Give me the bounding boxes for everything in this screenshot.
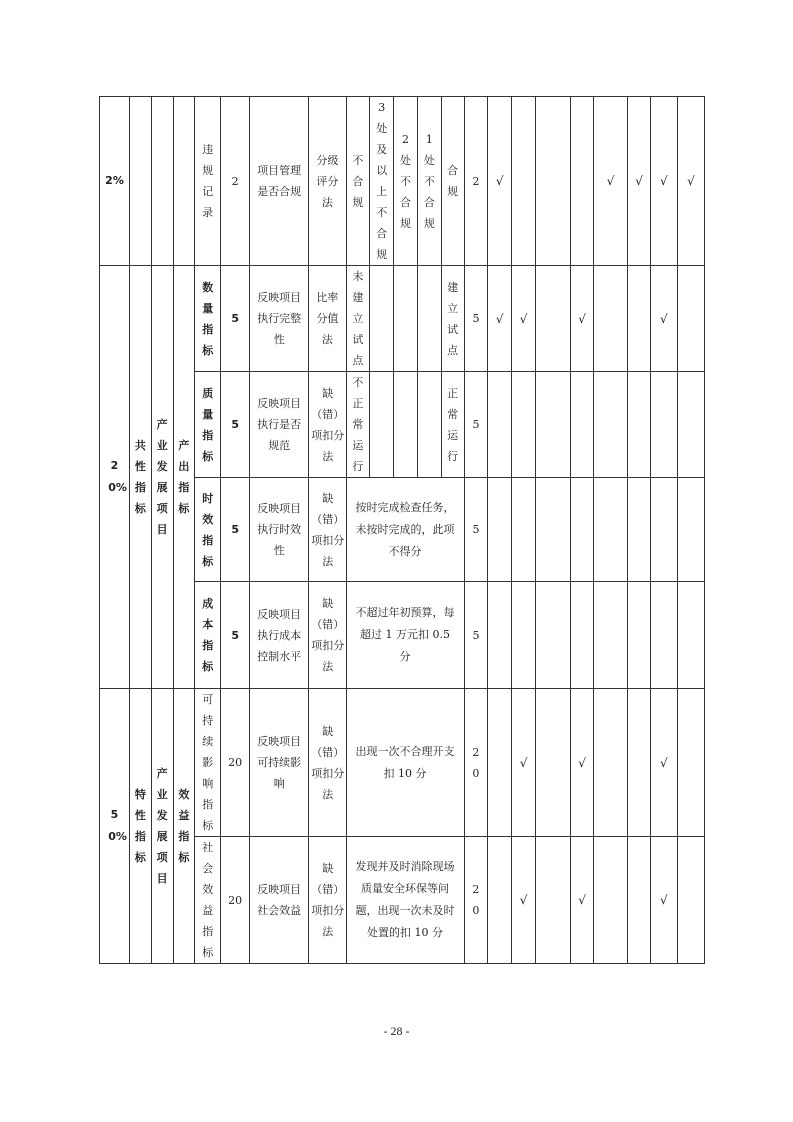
mark-cell [628, 266, 651, 372]
category-cell: 特性指标 [130, 689, 152, 964]
table-row [100, 97, 705, 266]
actual-score-cell: 5 [464, 372, 488, 478]
grade-cell: 未建立试点 [346, 266, 370, 372]
indicator-cell: 数量指标 [195, 266, 221, 372]
page-number: - 28 - [383, 1024, 410, 1038]
grade-cell [370, 266, 394, 372]
grade-cell [370, 372, 394, 478]
description-cell: 反映项目执行是否规范 [250, 372, 309, 478]
project-cell: 产业发展项目 [151, 266, 173, 689]
mark-cell [628, 689, 651, 837]
mark-cell [677, 266, 704, 372]
mark-cell [677, 478, 704, 582]
grade-cell [417, 266, 441, 372]
actual-score-cell: 5 [464, 582, 488, 689]
mark-cell: √ [571, 266, 594, 372]
table-row [100, 689, 705, 837]
mark-cell [593, 478, 627, 582]
mark-cell [593, 689, 627, 837]
method-cell: 缺（错）项扣分法 [309, 582, 346, 689]
weight-cell: 50% [100, 689, 130, 964]
grade-cell: 建立试点 [441, 266, 464, 372]
level-cell [173, 97, 195, 266]
method-cell: 缺（错）项扣分法 [309, 478, 346, 582]
grade-cell: 不合规 [346, 97, 370, 266]
score-cell: 20 [221, 837, 250, 964]
mark-cell [488, 582, 512, 689]
mark-cell [677, 372, 704, 478]
category-cell [130, 97, 152, 266]
mark-cell [488, 837, 512, 964]
actual-score-cell: 2 [464, 97, 488, 266]
score-cell: 5 [221, 266, 250, 372]
mark-cell [512, 97, 536, 266]
mark-cell [677, 582, 704, 689]
weight-cell: 20% [100, 266, 130, 689]
mark-cell [571, 372, 594, 478]
description-cell: 反映项目执行完整性 [250, 266, 309, 372]
method-cell: 缺（错）项扣分法 [309, 372, 346, 478]
mark-cell [571, 478, 594, 582]
mark-cell [650, 582, 677, 689]
mark-cell: √ [650, 266, 677, 372]
rule-cell: 发现并及时消除现场质量安全环保等问题，出现一次未及时处置的扣 10 分 [346, 837, 464, 964]
weight-cell: 2% [100, 97, 130, 266]
actual-score-cell: 5 [464, 478, 488, 582]
actual-score-cell: 20 [464, 689, 488, 837]
indicator-cell: 可持续影响指标 [195, 689, 221, 837]
table-row [100, 266, 705, 372]
mark-cell [535, 478, 570, 582]
mark-cell: √ [512, 266, 536, 372]
mark-cell [535, 372, 570, 478]
mark-cell: √ [512, 689, 536, 837]
indicator-cell: 质量指标 [195, 372, 221, 478]
mark-cell [512, 478, 536, 582]
mark-cell [593, 582, 627, 689]
mark-cell [628, 837, 651, 964]
evaluation-table [99, 96, 705, 964]
mark-cell [488, 689, 512, 837]
score-cell: 20 [221, 689, 250, 837]
mark-cell [488, 372, 512, 478]
mark-cell [535, 837, 570, 964]
mark-cell: √ [628, 97, 651, 266]
indicator-cell: 成本指标 [195, 582, 221, 689]
method-cell: 缺（错）项扣分法 [309, 689, 346, 837]
description-cell: 反映项目可持续影响 [250, 689, 309, 837]
mark-cell [512, 372, 536, 478]
description-cell: 项目管理是否合规 [250, 97, 309, 266]
method-cell: 比率分值法 [309, 266, 346, 372]
mark-cell [628, 582, 651, 689]
description-cell: 反映项目执行时效性 [250, 478, 309, 582]
grade-cell: 3处及以上不合规 [370, 97, 394, 266]
score-cell: 5 [221, 478, 250, 582]
description-cell: 反映项目社会效益 [250, 837, 309, 964]
mark-cell [512, 582, 536, 689]
mark-cell: √ [571, 689, 594, 837]
grade-cell: 合规 [441, 97, 464, 266]
mark-cell: √ [677, 97, 704, 266]
category-cell: 共性指标 [130, 266, 152, 689]
indicator-cell: 时效指标 [195, 478, 221, 582]
mark-cell [488, 478, 512, 582]
mark-cell [593, 372, 627, 478]
mark-cell [571, 97, 594, 266]
description-cell: 反映项目执行成本控制水平 [250, 582, 309, 689]
mark-cell [593, 837, 627, 964]
mark-cell: √ [650, 97, 677, 266]
rule-cell: 不超过年初预算，每超过 1 万元扣 0.5 分 [346, 582, 464, 689]
level-cell: 产出指标 [173, 266, 195, 689]
mark-cell [677, 837, 704, 964]
mark-cell [571, 582, 594, 689]
mark-cell: √ [512, 837, 536, 964]
mark-cell: √ [650, 689, 677, 837]
actual-score-cell: 5 [464, 266, 488, 372]
rule-cell: 出现一次不合理开支扣 10 分 [346, 689, 464, 837]
mark-cell [535, 97, 570, 266]
mark-cell: √ [650, 837, 677, 964]
score-cell: 2 [221, 97, 250, 266]
grade-cell [417, 372, 441, 478]
rule-cell: 按时完成检查任务，未按时完成的，此项不得分 [346, 478, 464, 582]
score-cell: 5 [221, 582, 250, 689]
mark-cell [535, 689, 570, 837]
grade-cell [394, 266, 418, 372]
mark-cell [535, 266, 570, 372]
mark-cell: √ [593, 97, 627, 266]
mark-cell [628, 372, 651, 478]
indicator-cell: 社会效益指标 [195, 837, 221, 964]
method-cell: 缺（错）项扣分法 [309, 837, 346, 964]
project-cell: 产业发展项目 [151, 689, 173, 964]
actual-score-cell: 20 [464, 837, 488, 964]
indicator-cell: 违规记录 [195, 97, 221, 266]
mark-cell [535, 582, 570, 689]
mark-cell [593, 266, 627, 372]
mark-cell [650, 372, 677, 478]
project-cell [151, 97, 173, 266]
mark-cell: √ [488, 97, 512, 266]
mark-cell: √ [488, 266, 512, 372]
mark-cell [650, 478, 677, 582]
grade-cell [394, 372, 418, 478]
mark-cell: √ [571, 837, 594, 964]
level-cell: 效益指标 [173, 689, 195, 964]
grade-cell: 正常运行 [441, 372, 464, 478]
method-cell: 分级评分法 [309, 97, 346, 266]
mark-cell [628, 478, 651, 582]
grade-cell: 2处不合规 [394, 97, 418, 266]
mark-cell [677, 689, 704, 837]
score-cell: 5 [221, 372, 250, 478]
grade-cell: 1处不合规 [417, 97, 441, 266]
grade-cell: 不正常运行 [346, 372, 370, 478]
